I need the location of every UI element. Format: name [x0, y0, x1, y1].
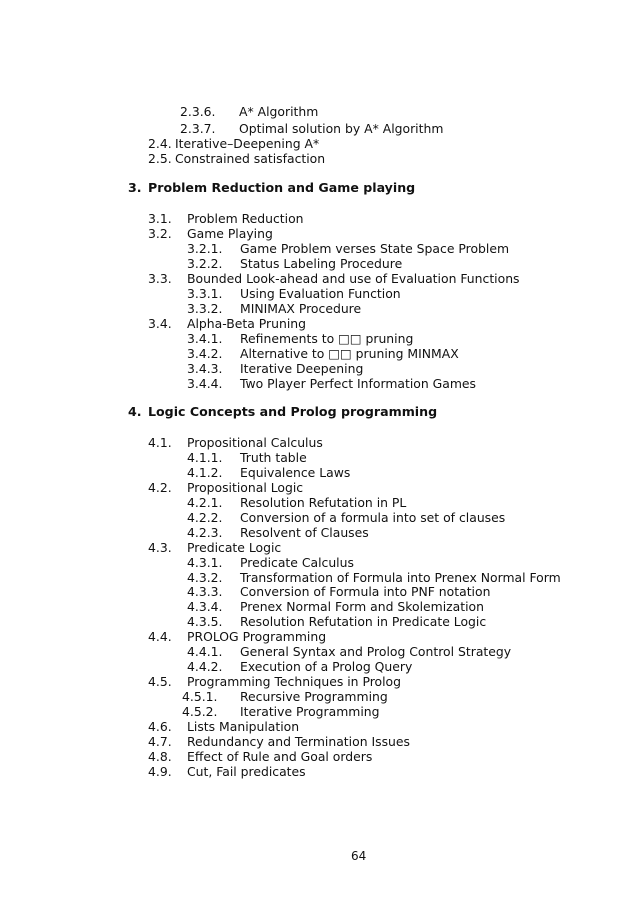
toc-number: 3.3. — [148, 271, 172, 286]
toc-text: Redundancy and Termination Issues — [187, 734, 410, 749]
toc-text: Game Problem verses State Space Problem — [240, 241, 510, 256]
toc-text: Using Evaluation Function — [240, 286, 401, 301]
toc-number: 2.3.6. — [180, 104, 216, 119]
toc-number: 3.4.1. — [187, 331, 223, 346]
toc-text: Conversion of Formula into PNF notation — [240, 584, 491, 599]
toc-number: 4.8. — [148, 749, 172, 764]
toc-number: 4.7. — [148, 734, 172, 749]
toc-number: 4.9. — [148, 764, 172, 779]
toc-text: Alternative to □□ pruning MINMAX — [240, 346, 459, 361]
toc-number: 3.2.2. — [187, 256, 223, 271]
toc-number: 4.2.1. — [187, 495, 223, 510]
toc-number: 4.3.3. — [187, 584, 223, 599]
toc-number: 4.3.1. — [187, 555, 223, 570]
section-number: 4. — [128, 404, 142, 419]
toc-number: 3.3.1. — [187, 286, 223, 301]
toc-number: 3.2. — [148, 226, 172, 241]
toc-text: Effect of Rule and Goal orders — [187, 749, 373, 764]
toc-text: Resolution Refutation in Predicate Logic — [240, 614, 487, 629]
toc-text: Bounded Look-ahead and use of Evaluation Functions — [187, 271, 520, 286]
toc-number: 4.4.1. — [187, 644, 223, 659]
toc-text: Truth table — [240, 450, 307, 465]
toc-text: Resolvent of Clauses — [240, 525, 369, 540]
toc-text: PROLOG Programming — [187, 629, 327, 644]
toc-number: 3.4. — [148, 316, 172, 331]
toc-text: Lists Manipulation — [187, 719, 300, 734]
toc-text: Cut, Fail predicates — [187, 764, 306, 779]
toc-number: 2.5. — [148, 151, 172, 166]
toc-number: 4.1. — [148, 435, 172, 450]
toc-text: Iterative Programming — [240, 704, 380, 719]
toc-text: Alpha-Beta Pruning — [187, 316, 306, 331]
toc-number: 4.4. — [148, 629, 172, 644]
toc-text: Status Labeling Procedure — [240, 256, 403, 271]
toc-number: 4.1.1. — [187, 450, 223, 465]
toc-text: Optimal solution by A* Algorithm — [239, 121, 444, 136]
toc-number: 4.3.5. — [187, 614, 223, 629]
toc-text: Propositional Logic — [187, 480, 304, 495]
toc-number: 4.2. — [148, 480, 172, 495]
toc-text: Equivalence Laws — [240, 465, 351, 480]
toc-text: General Syntax and Prolog Control Strategy — [240, 644, 512, 659]
toc-number: 4.5.1. — [182, 689, 218, 704]
toc-number: 4.3.2. — [187, 570, 223, 585]
section-title: Problem Reduction and Game playing — [148, 180, 416, 195]
toc-number: 4.5. — [148, 674, 172, 689]
toc-number: 3.1. — [148, 211, 172, 226]
toc-number: 2.3.7. — [180, 121, 216, 136]
toc-number: 4.2.3. — [187, 525, 223, 540]
toc-number: 2.4. — [148, 136, 172, 151]
section-number: 3. — [128, 180, 142, 195]
toc-text: Transformation of Formula into Prenex Normal Form — [240, 570, 561, 585]
page-number: 64 — [351, 849, 367, 863]
toc-text: Two Player Perfect Information Games — [240, 376, 477, 391]
toc-number: 3.4.4. — [187, 376, 223, 391]
toc-text: Game Playing — [187, 226, 273, 241]
toc-text: Iterative–Deepening A* — [175, 136, 320, 151]
toc-text: Constrained satisfaction — [175, 151, 326, 166]
toc-text: Propositional Calculus — [187, 435, 323, 450]
toc-text: Recursive Programming — [240, 689, 388, 704]
toc-text: Programming Techniques in Prolog — [187, 674, 402, 689]
toc-text: Iterative Deepening — [240, 361, 364, 376]
section-title: Logic Concepts and Prolog programming — [148, 404, 438, 419]
toc-number: 4.5.2. — [182, 704, 218, 719]
toc-text: Conversion of a formula into set of clauses — [240, 510, 506, 525]
toc-text: Problem Reduction — [187, 211, 304, 226]
toc-number: 3.4.3. — [187, 361, 223, 376]
toc-text: Resolution Refutation in PL — [240, 495, 407, 510]
toc-text: Execution of a Prolog Query — [240, 659, 413, 674]
toc-text: Predicate Calculus — [240, 555, 354, 570]
toc-text: MINIMAX Procedure — [240, 301, 362, 316]
toc-text: Refinements to □□ pruning — [240, 331, 414, 346]
toc-number: 4.1.2. — [187, 465, 223, 480]
toc-number: 4.3.4. — [187, 599, 223, 614]
toc-number: 4.4.2. — [187, 659, 223, 674]
toc-number: 4.3. — [148, 540, 172, 555]
toc-number: 3.3.2. — [187, 301, 223, 316]
toc-number: 4.2.2. — [187, 510, 223, 525]
toc-number: 3.2.1. — [187, 241, 223, 256]
toc-text: Prenex Normal Form and Skolemization — [240, 599, 484, 614]
toc-number: 4.6. — [148, 719, 172, 734]
toc-text: A* Algorithm — [239, 104, 319, 119]
toc-number: 3.4.2. — [187, 346, 223, 361]
toc-text: Predicate Logic — [187, 540, 282, 555]
